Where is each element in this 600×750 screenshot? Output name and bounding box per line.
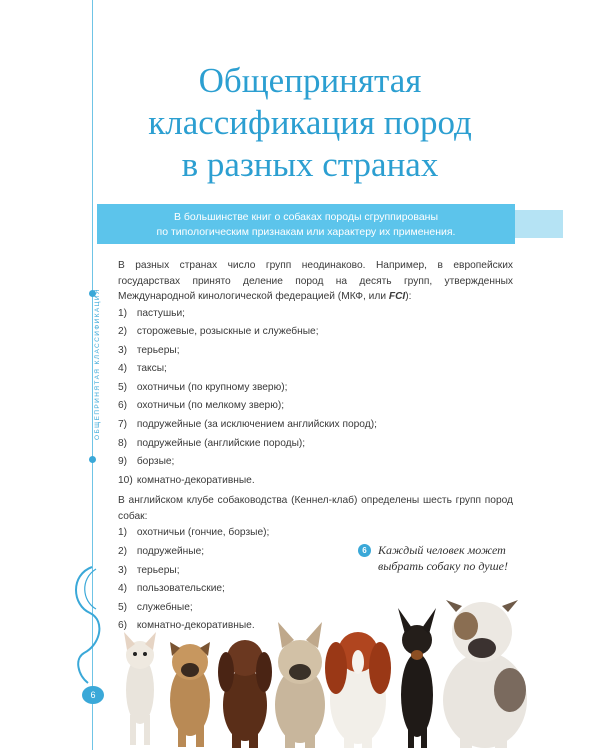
- dachshund-figure: [218, 640, 272, 748]
- list-item: 6) комнатно-декоративные.: [118, 620, 255, 632]
- kennel-intro-paragraph: В английском клубе собаководства (Кеннел-клаб) определены шесть групп пород собак:: [118, 495, 513, 522]
- chihuahua-figure: [124, 632, 156, 745]
- pug-mix-figure: [170, 642, 210, 747]
- list-item: 7) подружейные (за исключением английских пород);: [118, 419, 377, 431]
- intro-end: ):: [405, 291, 412, 302]
- bulldog-figure: [443, 600, 527, 748]
- banner-tab: [515, 210, 563, 238]
- margin-dot-bottom: [89, 456, 96, 463]
- list-item: 1) охотничьи (гончие, борзые);: [118, 527, 270, 539]
- list-item: 8) подружейные (английские породы);: [118, 437, 306, 449]
- list-item: 9) борзые;: [118, 456, 175, 468]
- title-line-3: в разных странах: [181, 145, 439, 184]
- page-number: 6: [82, 686, 104, 704]
- spaniel-figure: [325, 632, 391, 748]
- list-item: 4) таксы;: [118, 363, 167, 375]
- list-item: 5) служебные;: [118, 601, 193, 613]
- tip-text: Каждый человек может выбрать собаку по душе!: [378, 543, 508, 573]
- paw-badge-icon: 6: [358, 544, 371, 557]
- leash-icon: [70, 565, 115, 695]
- dogs-photo: [110, 560, 540, 750]
- list-item: 2) сторожевые, розыскные и служебные;: [118, 326, 319, 338]
- list-item: 10) комнатно-декоративные.: [118, 474, 255, 486]
- list-item: 5) охотничьи (по крупному зверю);: [118, 381, 288, 393]
- intro-text: В разных странах число групп неодинаково. Например, в европейских государствах принято деление пород на десять групп, утвержденных Международной кинологической федерацией (МКФ, или: [118, 260, 513, 302]
- list-item: 2) подружейные;: [118, 546, 205, 558]
- pinscher-figure: [398, 608, 436, 748]
- list-item: 3) терьеры;: [118, 344, 180, 356]
- title-line-1: Общепринятая: [198, 61, 422, 100]
- banner-line-1: В большинстве книг о собаках породы сгруппированы: [173, 211, 439, 223]
- list-item: 3) терьеры;: [118, 564, 180, 576]
- list-item: 6) охотничьи (по мелкому зверю);: [118, 400, 285, 412]
- fci-group-list: [118, 305, 513, 491]
- page-title: [100, 60, 520, 186]
- list-item: 4) пользовательские;: [118, 583, 225, 595]
- intro-paragraph: [118, 258, 513, 305]
- title-line-2: классификация пород: [148, 103, 472, 142]
- side-section-label: ОБЩЕПРИНЯТАЯ КЛАССИФИКАЦИЯ: [94, 287, 101, 440]
- french-bulldog-figure: [275, 622, 325, 748]
- fci-abbr: FCI: [388, 291, 406, 302]
- intro-banner: [97, 204, 515, 244]
- list-item: 1) пастушьи;: [118, 307, 185, 319]
- banner-line-2: по типологическим признакам или характеру их применения.: [156, 226, 456, 238]
